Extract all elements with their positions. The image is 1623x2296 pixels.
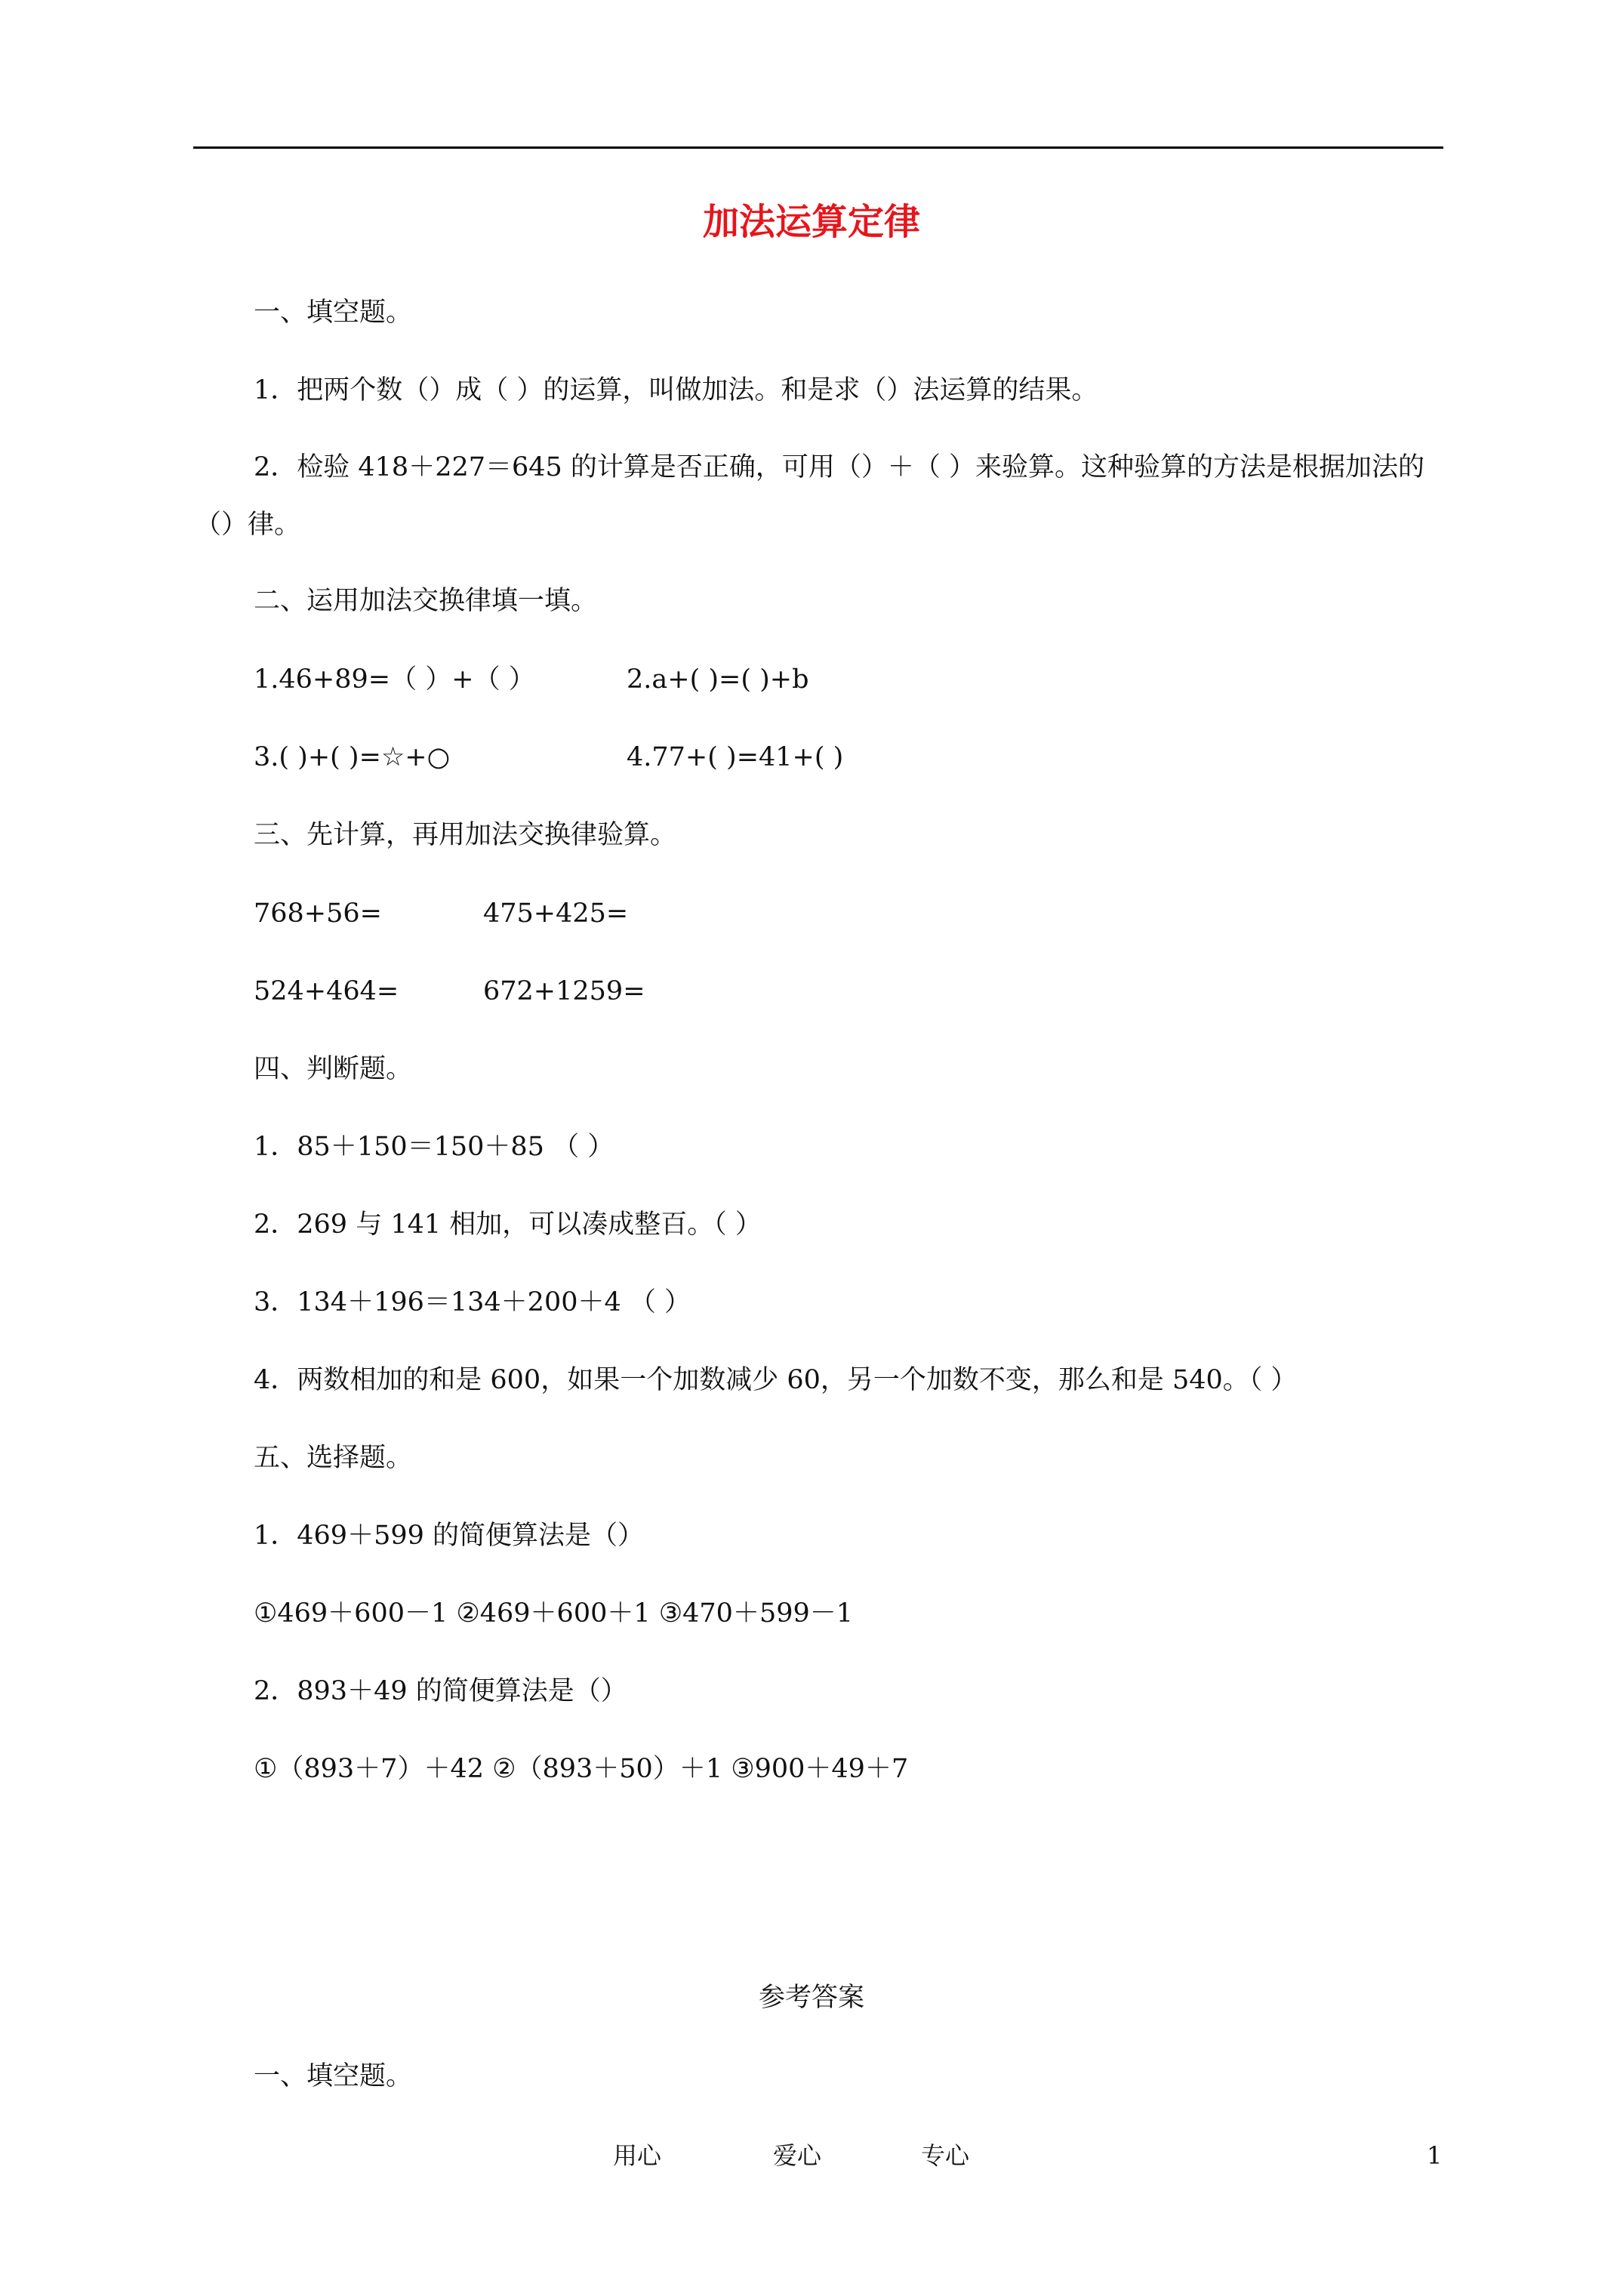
section4-item-2: 2．269 与 141 相加，可以凑成整百。（ ） (254, 1210, 762, 1240)
answers-section1-heading: 一、填空题。 (254, 2061, 413, 2091)
section2-item-1: 1.46+89=（ ）+（ ） (254, 664, 535, 695)
answers-heading: 参考答案 (758, 1983, 864, 2013)
section4-item-4: 4．两数相加的和是 600，如果一个加数减少 60，另一个加数不变，那么和是 540。（ ） (254, 1365, 1298, 1395)
section5-question-2-options: ①（893＋7）＋42 ②（893＋50）＋1 ③900＋49＋7 (254, 1754, 909, 1784)
section2-heading: 二、运用加法交换律填一填。 (254, 586, 598, 616)
section3-item-1: 768+56= (254, 898, 382, 929)
section2-item-3: 3.( )+( )=☆+○ (254, 742, 451, 772)
section5-question-1-options: ①469＋600－1 ②469＋600＋1 ③470＋599－1 (254, 1598, 854, 1629)
section5-question-1: 1．469＋599 的简便算法是（） (254, 1521, 645, 1551)
section1-heading: 一、填空题。 (254, 297, 413, 328)
section2-item-4: 4.77+( )=41+( ) (627, 742, 844, 772)
footer-word-1: 用心 (613, 2141, 662, 2170)
section1-question-1: 1．把两个数（）成（ ）的运算，叫做加法。和是求（）法运算的结果。 (254, 375, 1098, 405)
section5-heading: 五、选择题。 (254, 1443, 413, 1473)
section4-item-3: 3．134＋196＝134＋200＋4 （ ） (254, 1287, 691, 1318)
section5-question-2: 2．893＋49 的简便算法是（） (254, 1676, 627, 1706)
header-rule (193, 146, 1443, 149)
section3-item-3: 524+464= (254, 976, 399, 1006)
page-title: 加法运算定律 (702, 201, 920, 243)
section3-heading: 三、先计算，再用加法交换律验算。 (254, 820, 677, 850)
page-number: 1 (1427, 2141, 1443, 2170)
footer-word-3: 专心 (921, 2141, 970, 2170)
section3-item-2: 475+425= (483, 898, 629, 929)
section4-heading: 四、判断题。 (254, 1054, 413, 1084)
footer-word-2: 爱心 (773, 2141, 822, 2170)
section4-item-1: 1．85＋150＝150＋85 （ ） (254, 1132, 614, 1162)
section2-item-2: 2.a+( )=( )+b (627, 664, 809, 695)
section3-item-4: 672+1259= (483, 976, 645, 1006)
section1-question-2: 2．检验 418＋227＝645 的计算是否正确，可用（）＋（ ）来验算。这种验算的方法是根据加法的（）律。 (195, 452, 1425, 540)
